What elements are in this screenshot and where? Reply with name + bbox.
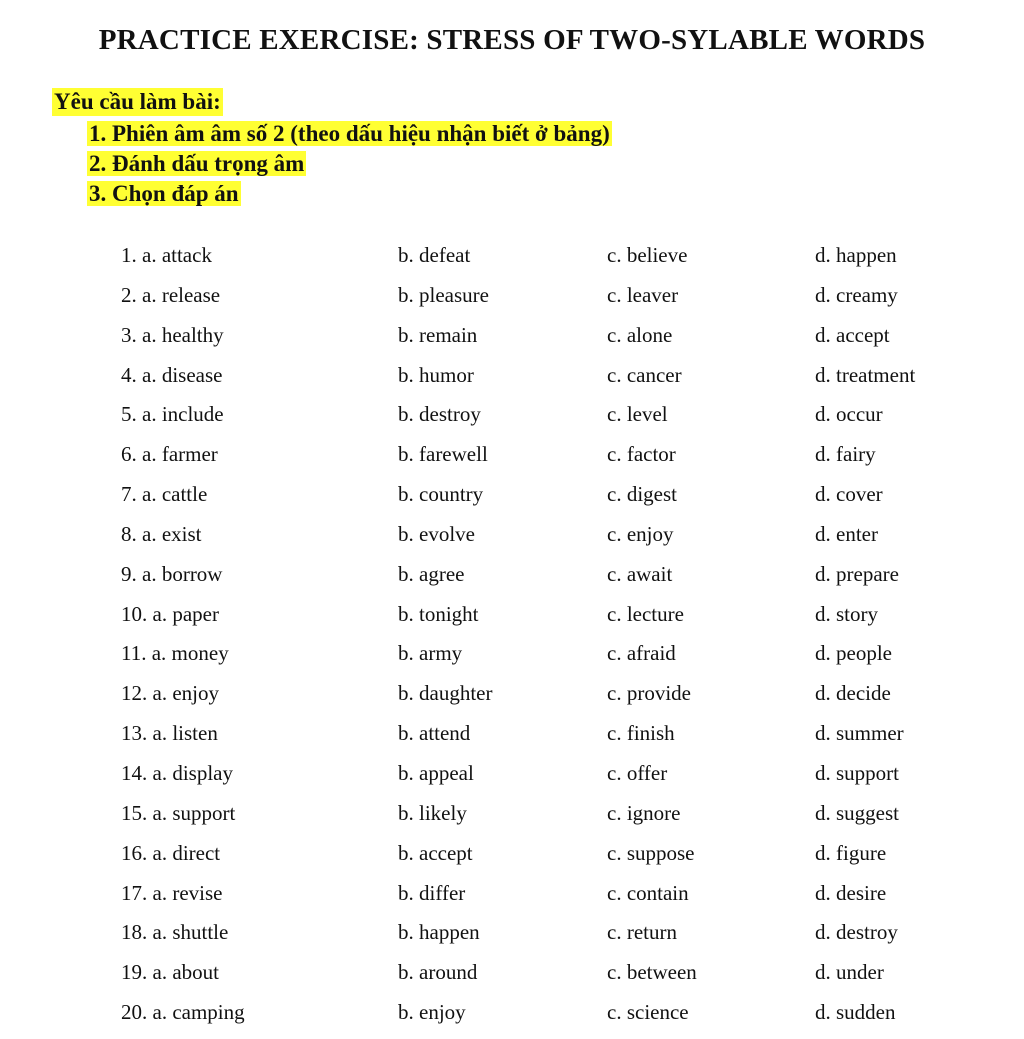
option-d: d. summer [815, 721, 904, 746]
question-row [0, 395, 1024, 435]
question-row [0, 236, 1024, 276]
question-row [0, 555, 1024, 595]
option-a: 17. a. revise [121, 880, 223, 905]
option-d: d. desire [815, 880, 887, 905]
question-row [0, 515, 1024, 555]
question-row [0, 634, 1024, 674]
question-row [0, 754, 1024, 794]
option-c: c. enjoy [607, 521, 674, 546]
option-c: c. leaver [607, 282, 679, 307]
option-a: 20. a. camping [121, 1000, 245, 1025]
question-row [0, 993, 1024, 1033]
option-d: d. treatment [815, 362, 916, 387]
option-c: c. between [607, 960, 697, 985]
option-d: d. support [815, 760, 899, 785]
option-c: c. await [607, 561, 673, 586]
question-row [0, 913, 1024, 953]
option-b: b. country [398, 482, 484, 507]
option-c: c. finish [607, 721, 675, 746]
question-row [0, 794, 1024, 834]
option-a: 12. a. enjoy [121, 681, 219, 706]
question-row [0, 316, 1024, 356]
option-a: 3. a. healthy [121, 322, 224, 347]
option-a: 6. a. farmer [121, 442, 218, 467]
option-d: d. cover [815, 482, 883, 507]
option-c: c. contain [607, 880, 689, 905]
question-row [0, 953, 1024, 993]
option-b: b. tonight [398, 601, 479, 626]
option-b: b. evolve [398, 521, 475, 546]
option-a: 15. a. support [121, 800, 236, 825]
option-b: b. army [398, 641, 463, 666]
option-a: 19. a. about [121, 960, 219, 985]
option-c: c. ignore [607, 800, 681, 825]
option-b: b. accept [398, 840, 473, 865]
option-b: b. around [398, 960, 478, 985]
option-b: b. differ [398, 880, 466, 905]
option-b: b. enjoy [398, 1000, 466, 1025]
requirement-text: 2. Đánh dấu trọng âm [89, 151, 305, 176]
option-c: c. afraid [607, 641, 676, 666]
option-a: 10. a. paper [121, 601, 219, 626]
option-d: d. accept [815, 322, 890, 347]
option-a: 14. a. display [121, 760, 233, 785]
option-c: c. alone [607, 322, 673, 347]
question-table [0, 236, 1024, 1033]
option-d: d. story [815, 601, 878, 626]
option-a: 1. a. attack [121, 243, 212, 267]
option-a: 13. a. listen [121, 721, 218, 746]
option-a: 2. a. release [121, 282, 221, 307]
option-b: b. pleasure [398, 282, 489, 307]
option-a: 8. a. exist [121, 521, 202, 546]
option-a: 4. a. disease [121, 362, 223, 387]
question-row [0, 276, 1024, 316]
option-b: b. destroy [398, 402, 481, 427]
option-d: d. occur [815, 402, 883, 427]
option-b: b. attend [398, 721, 471, 746]
option-d: d. people [815, 641, 892, 666]
option-b: b. defeat [398, 243, 471, 267]
option-d: d. sudden [815, 1000, 896, 1025]
option-a: 16. a. direct [121, 840, 221, 865]
option-c: c. cancer [607, 362, 682, 387]
requirement-item [87, 179, 612, 209]
option-b: b. appeal [398, 760, 474, 785]
option-a: 11. a. money [121, 641, 229, 666]
option-d: d. under [815, 960, 884, 985]
question-row [0, 475, 1024, 515]
question-row [0, 834, 1024, 874]
option-c: c. believe [607, 243, 688, 267]
requirement-text: 1. Phiên âm âm số 2 (theo dấu hiệu nhận biết ở bảng) [89, 121, 610, 146]
question-row [0, 595, 1024, 635]
option-c: c. factor [607, 442, 676, 467]
option-b: b. remain [398, 322, 478, 347]
option-c: c. suppose [607, 840, 695, 865]
option-b: b. humor [398, 362, 474, 387]
option-c: c. offer [607, 760, 668, 785]
option-c: c. return [607, 920, 677, 945]
option-a: 18. a. shuttle [121, 920, 229, 945]
requirement-item [87, 149, 612, 179]
requirement-text: 3. Chọn đáp án [89, 181, 239, 206]
requirements-list [87, 119, 612, 209]
option-b: b. happen [398, 920, 480, 945]
requirements-heading: Yêu cầu làm bài: [54, 89, 221, 114]
option-b: b. agree [398, 561, 465, 586]
option-d: d. creamy [815, 282, 898, 307]
option-d: d. destroy [815, 920, 898, 945]
option-d: d. enter [815, 521, 878, 546]
option-c: c. lecture [607, 601, 684, 626]
question-row [0, 674, 1024, 714]
option-b: b. daughter [398, 681, 493, 706]
option-c: c. provide [607, 681, 691, 706]
option-b: b. likely [398, 800, 467, 825]
option-d: d. fairy [815, 442, 876, 467]
page-title: PRACTICE EXERCISE: STRESS OF TWO-SYLABLE WORDS [98, 24, 926, 56]
option-c: c. digest [607, 482, 677, 507]
option-d: d. prepare [815, 561, 899, 586]
option-a: 9. a. borrow [121, 561, 223, 586]
option-c: c. level [607, 402, 668, 427]
requirement-item [87, 119, 612, 149]
option-a: 5. a. include [121, 402, 224, 427]
question-row [0, 874, 1024, 914]
option-b: b. farewell [398, 442, 488, 467]
option-d: d. suggest [815, 800, 899, 825]
option-d: d. happen [815, 243, 897, 267]
option-d: d. decide [815, 681, 891, 706]
option-c: c. science [607, 1000, 689, 1025]
option-d: d. figure [815, 840, 887, 865]
option-a: 7. a. cattle [121, 482, 208, 507]
question-row [0, 356, 1024, 396]
question-row [0, 714, 1024, 754]
question-row [0, 435, 1024, 475]
